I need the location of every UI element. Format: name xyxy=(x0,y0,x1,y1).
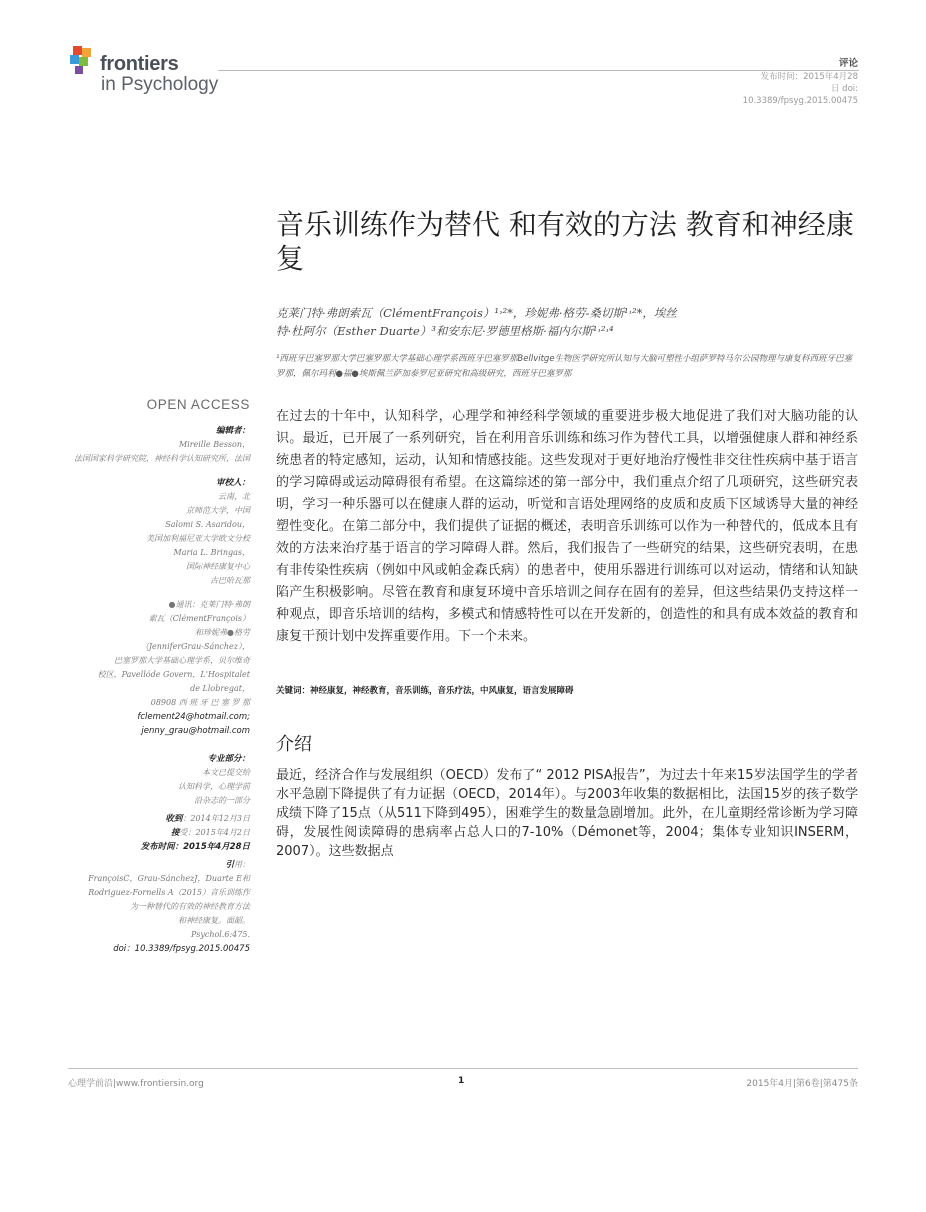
specialty-line-2: 认知科学，心理学前 xyxy=(178,782,250,791)
specialty-line-3: 沿杂志的一部分 xyxy=(194,796,250,805)
citation-heading xyxy=(60,858,250,872)
received-label: 收到 xyxy=(165,814,183,824)
authors-line-2: 特·杜阿尔（Esther Duarte）³和安东尼·罗德里格斯·福内尔斯¹˒²˒⁴ xyxy=(276,324,614,338)
introduction-paragraph: 最近，经济合作与发展组织（OECD）发布了“ 2012 PISA报告”，为过去十年来15岁法国学生的学者水平急剧下降提供了有力证据（OECD，2014年）。与2003年收集的数据相比，法国15岁的孩子数学成绩下降了15点（从511下降到495），困难学生的数量急剧增加。此外，在儿童期经常诊断为学习障碍，发展性阅读障碍的患病率占总人口的7-10%（Démonet等，2004；集体专业知识INSERM，2007）。这些数据点 xyxy=(276,768,858,859)
accepted-value: 受：2015年4月2日 xyxy=(179,828,250,837)
journal-logo[interactable] xyxy=(70,44,270,104)
correspondence-line-5: 巴塞罗那大学基础心理学系，贝尔维奇 xyxy=(114,656,250,665)
page-number: 1 xyxy=(458,1076,465,1086)
correspondence-line-6: 校区，Pavellóde Govern，L'Hospitalet xyxy=(97,670,250,679)
article-sidebar xyxy=(60,398,250,956)
received-value: ：2014年12月3日 xyxy=(182,814,250,823)
doi-link[interactable]: 10.3389/fpsyg.2015.00475 xyxy=(742,96,858,106)
correspondence-line-8: 08908 西 班 牙 巴 塞 罗 那 xyxy=(150,698,250,707)
correspondence-line-7: de Llobregat， xyxy=(190,684,250,693)
authors-line-1: 克莱门特·弗朗索瓦（ClémentFrançois）¹˒²*，珍妮弗·格劳-桑切斯¹˒²*，埃丝 xyxy=(276,306,677,320)
received-date xyxy=(60,812,250,826)
footer-divider xyxy=(68,1068,858,1069)
affiliations: ¹西班牙巴塞罗那大学巴塞罗那大学基础心理学系西班牙巴塞罗那Bellvitge生物医学研究所认知与大脑可塑性小组萨罗特马尔公园物理与康复科西班牙巴塞罗那，佩尔玛利●福●埃斯佩兰萨加泰罗尼亚研究和高级研究，西班牙巴塞罗那 xyxy=(276,354,853,379)
published-date-sidebar: 发布时间：2015年4月28日 xyxy=(140,842,250,852)
accepted-date xyxy=(60,826,250,840)
citation-doi[interactable]: doi：10.3389/fpsyg.2015.00475 xyxy=(113,944,250,954)
specialty-section-label: 专业部分： xyxy=(207,754,250,764)
keywords: 关键词：神经康复，神经教育，音乐训练，音乐疗法，中风康复，语言发展障碍 xyxy=(276,686,574,696)
citation-line-5: Psychol.6:475. xyxy=(191,930,250,939)
article-type: 评论 xyxy=(838,58,858,69)
correspondence-line-4: （JenniferGrau-Sánchez）， xyxy=(140,642,250,651)
reviewer-1-line-2: 京师范大学，中国 xyxy=(186,506,250,515)
reviewed-by-label: 审校人： xyxy=(215,478,250,488)
citation-line-2: Rodriguez-Fornells A（2015）音乐训练作 xyxy=(88,888,250,897)
footer-journal-link[interactable]: 心理学前沿|www.frontiersin.org xyxy=(68,1079,204,1089)
correspondence-line-2: 索瓦（ClémentFrançois） xyxy=(148,614,250,623)
footer-issue-info: 2015年4月|第6卷|第475条 xyxy=(746,1079,858,1089)
reviewer-2-name: Salomi S. Asaridou， xyxy=(165,520,250,529)
reviewer-3-name: Maria L. Bringas， xyxy=(173,548,250,557)
specialty-line-1: 本文已提交给 xyxy=(202,768,250,777)
reviewer-2-affiliation: 美国加利福尼亚大学欧文分校 xyxy=(146,534,250,543)
reviewer-1-line-1: 云南，北 xyxy=(218,492,250,501)
article-title: 音乐训练作为替代 和有效的方法 教育和神经康复 xyxy=(276,208,854,275)
email-link-2[interactable]: jenny_grau@hotmail.com xyxy=(141,726,250,736)
reviewer-3-affiliation: 国际神经康复中心 xyxy=(186,562,250,571)
published-date: 发布时间：2015年4月28 xyxy=(760,72,858,82)
citation-label: 引 xyxy=(225,860,234,870)
article-meta xyxy=(743,58,858,107)
editor-affiliation: 法国国家科学研究院，神经科学认知研究所，法国 xyxy=(74,454,250,463)
open-access-label: OPEN ACCESS xyxy=(146,397,250,412)
citation-label-suffix: 用： xyxy=(234,860,250,869)
correspondence-line-1: ●通讯：克莱门特·弗朗 xyxy=(168,600,250,609)
correspondence-line-3: 和珍妮弗●格劳 xyxy=(195,628,250,637)
abstract: 在过去的十年中，认知科学，心理学和神经科学领域的重要进步极大地促进了我们对大脑功能的认识。最近，已开展了一系列研究，旨在利用音乐训练和练习作为替代工具，以增强健康人群和神经系统患者的特定感知，运动，认知和情感技能。这些发现对于更好地治疗慢性非交往性疾病中基于语言的学习障碍或运动障碍很有希望。在这篇综述的第一部分中，我们重点介绍了几项研究，这些研究表明，学习一种乐器可以在健康人群的运动，听觉和言语处理网络的皮质和皮质下区域诱导大量的神经塑性变化。在第二部分中，我们提供了证据的概述，表明音乐训练可以作为一种替代的，低成本且有效的方法来治疗基于语言的学习障碍人群。然后，我们报告了一些研究的结果，这些研究表明，在患有非传染性疾病（例如中风或帕金森氏病）的患者中，使用乐器进行训练可以对运动，情绪和认知缺陷产生积极影响。尽管在教育和康复环境中音乐培训之间存在固有的差异，但这些结果仍支持这样一种观点，即音乐培训的结构，多模式和情感特性可以在开发新的，创造性的和具有成本效益的教育和康复干预计划中发挥重要作用。下一个未来。 xyxy=(276,409,858,644)
citation-line-1: FrançoisC，Grau-SánchezJ，Duarte E和 xyxy=(88,874,250,883)
logo-journal-name: in Psychology xyxy=(101,74,219,95)
frontiers-logo-icon xyxy=(70,44,100,78)
editor-name: Mireille Besson， xyxy=(178,440,250,449)
doi-label: 日 doi: xyxy=(830,84,858,94)
reviewer-3-city: 古巴哈瓦那 xyxy=(210,576,250,585)
accepted-label: 接 xyxy=(170,828,180,838)
section-heading-introduction: 介绍 xyxy=(276,734,312,755)
logo-brand-name: frontiers xyxy=(100,53,179,75)
author-list xyxy=(276,304,716,340)
citation-line-4: 和神经康复。面韶。 xyxy=(178,916,250,925)
citation-line-3: 为一种替代的有效的神经教育方法 xyxy=(130,902,250,911)
edited-by-label: 编辑者： xyxy=(215,426,250,436)
email-link-1[interactable]: fclement24@hotmail.com; xyxy=(137,712,250,722)
